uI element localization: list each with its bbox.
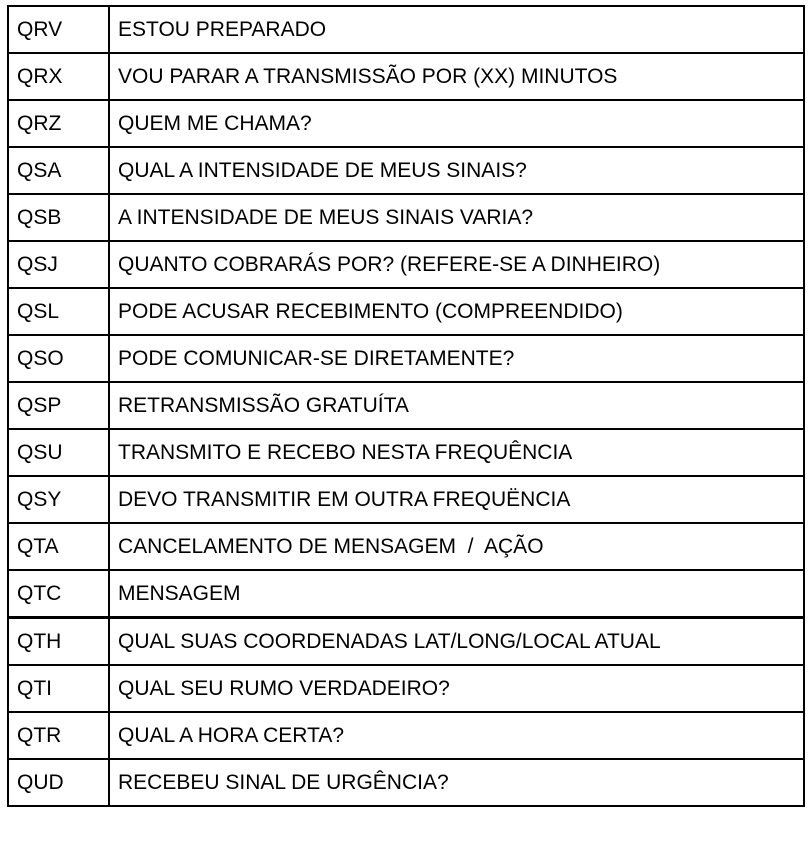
q-code-cell: QSB bbox=[8, 194, 109, 241]
q-code-cell: QRX bbox=[8, 53, 109, 100]
q-code-cell: QSU bbox=[8, 429, 109, 476]
table-row-qsj bbox=[8, 241, 804, 288]
table-row-qti bbox=[8, 665, 804, 712]
q-code-cell: QSP bbox=[8, 382, 109, 429]
q-code-cell: QTR bbox=[8, 712, 109, 759]
q-meaning-cell: RECEBEU SINAL DE URGÊNCIA? bbox=[109, 759, 804, 806]
q-code-cell: QTH bbox=[8, 618, 109, 666]
table-row-qsu bbox=[8, 429, 804, 476]
table-row-qrv bbox=[8, 6, 804, 53]
q-code-cell: QSO bbox=[8, 335, 109, 382]
q-meaning-cell: QUANTO COBRARÁS POR? (REFERE-SE A DINHEIRO) bbox=[109, 241, 804, 288]
q-code-cell: QSL bbox=[8, 288, 109, 335]
q-meaning-cell: ESTOU PREPARADO bbox=[109, 6, 804, 53]
q-code-cell: QSA bbox=[8, 147, 109, 194]
table-row-qth bbox=[8, 618, 804, 666]
q-meaning-cell: QUAL A HORA CERTA? bbox=[109, 712, 804, 759]
q-code-cell: QTI bbox=[8, 665, 109, 712]
q-code-cell: QRV bbox=[8, 6, 109, 53]
q-code-table bbox=[7, 5, 805, 807]
q-meaning-cell: MENSAGEM bbox=[109, 570, 804, 618]
table-row-qud bbox=[8, 759, 804, 806]
q-meaning-cell: QUAL SUAS COORDENADAS LAT/LONG/LOCAL ATUAL bbox=[109, 618, 804, 666]
q-code-cell: QUD bbox=[8, 759, 109, 806]
q-code-table-body bbox=[8, 6, 804, 806]
q-code-cell: QSJ bbox=[8, 241, 109, 288]
q-code-cell: QRZ bbox=[8, 100, 109, 147]
q-meaning-cell: CANCELAMENTO DE MENSAGEM / AÇÃO bbox=[109, 523, 804, 570]
q-meaning-cell: RETRANSMISSÃO GRATUÍTA bbox=[109, 382, 804, 429]
table-row-qsl bbox=[8, 288, 804, 335]
q-meaning-cell: DEVO TRANSMITIR EM OUTRA FREQUËNCIA bbox=[109, 476, 804, 523]
q-meaning-cell: TRANSMITO E RECEBO NESTA FREQUÊNCIA bbox=[109, 429, 804, 476]
table-row-qrz bbox=[8, 100, 804, 147]
table-row-qta bbox=[8, 523, 804, 570]
table-row-qsp bbox=[8, 382, 804, 429]
q-meaning-cell: QUAL A INTENSIDADE DE MEUS SINAIS? bbox=[109, 147, 804, 194]
q-code-cell: QTC bbox=[8, 570, 109, 618]
q-code-cell: QTA bbox=[8, 523, 109, 570]
q-meaning-cell: VOU PARAR A TRANSMISSÃO POR (XX) MINUTOS bbox=[109, 53, 804, 100]
table-row-qtc bbox=[8, 570, 804, 618]
table-row-qsy bbox=[8, 476, 804, 523]
table-row-qsa bbox=[8, 147, 804, 194]
q-meaning-cell: PODE COMUNICAR-SE DIRETAMENTE? bbox=[109, 335, 804, 382]
q-meaning-cell: QUAL SEU RUMO VERDADEIRO? bbox=[109, 665, 804, 712]
q-meaning-cell: A INTENSIDADE DE MEUS SINAIS VARIA? bbox=[109, 194, 804, 241]
table-row-qso bbox=[8, 335, 804, 382]
table-row-qsb bbox=[8, 194, 804, 241]
q-meaning-cell: PODE ACUSAR RECEBIMENTO (COMPREENDIDO) bbox=[109, 288, 804, 335]
q-code-cell: QSY bbox=[8, 476, 109, 523]
table-row-qtr bbox=[8, 712, 804, 759]
q-meaning-cell: QUEM ME CHAMA? bbox=[109, 100, 804, 147]
table-row-qrx bbox=[8, 53, 804, 100]
